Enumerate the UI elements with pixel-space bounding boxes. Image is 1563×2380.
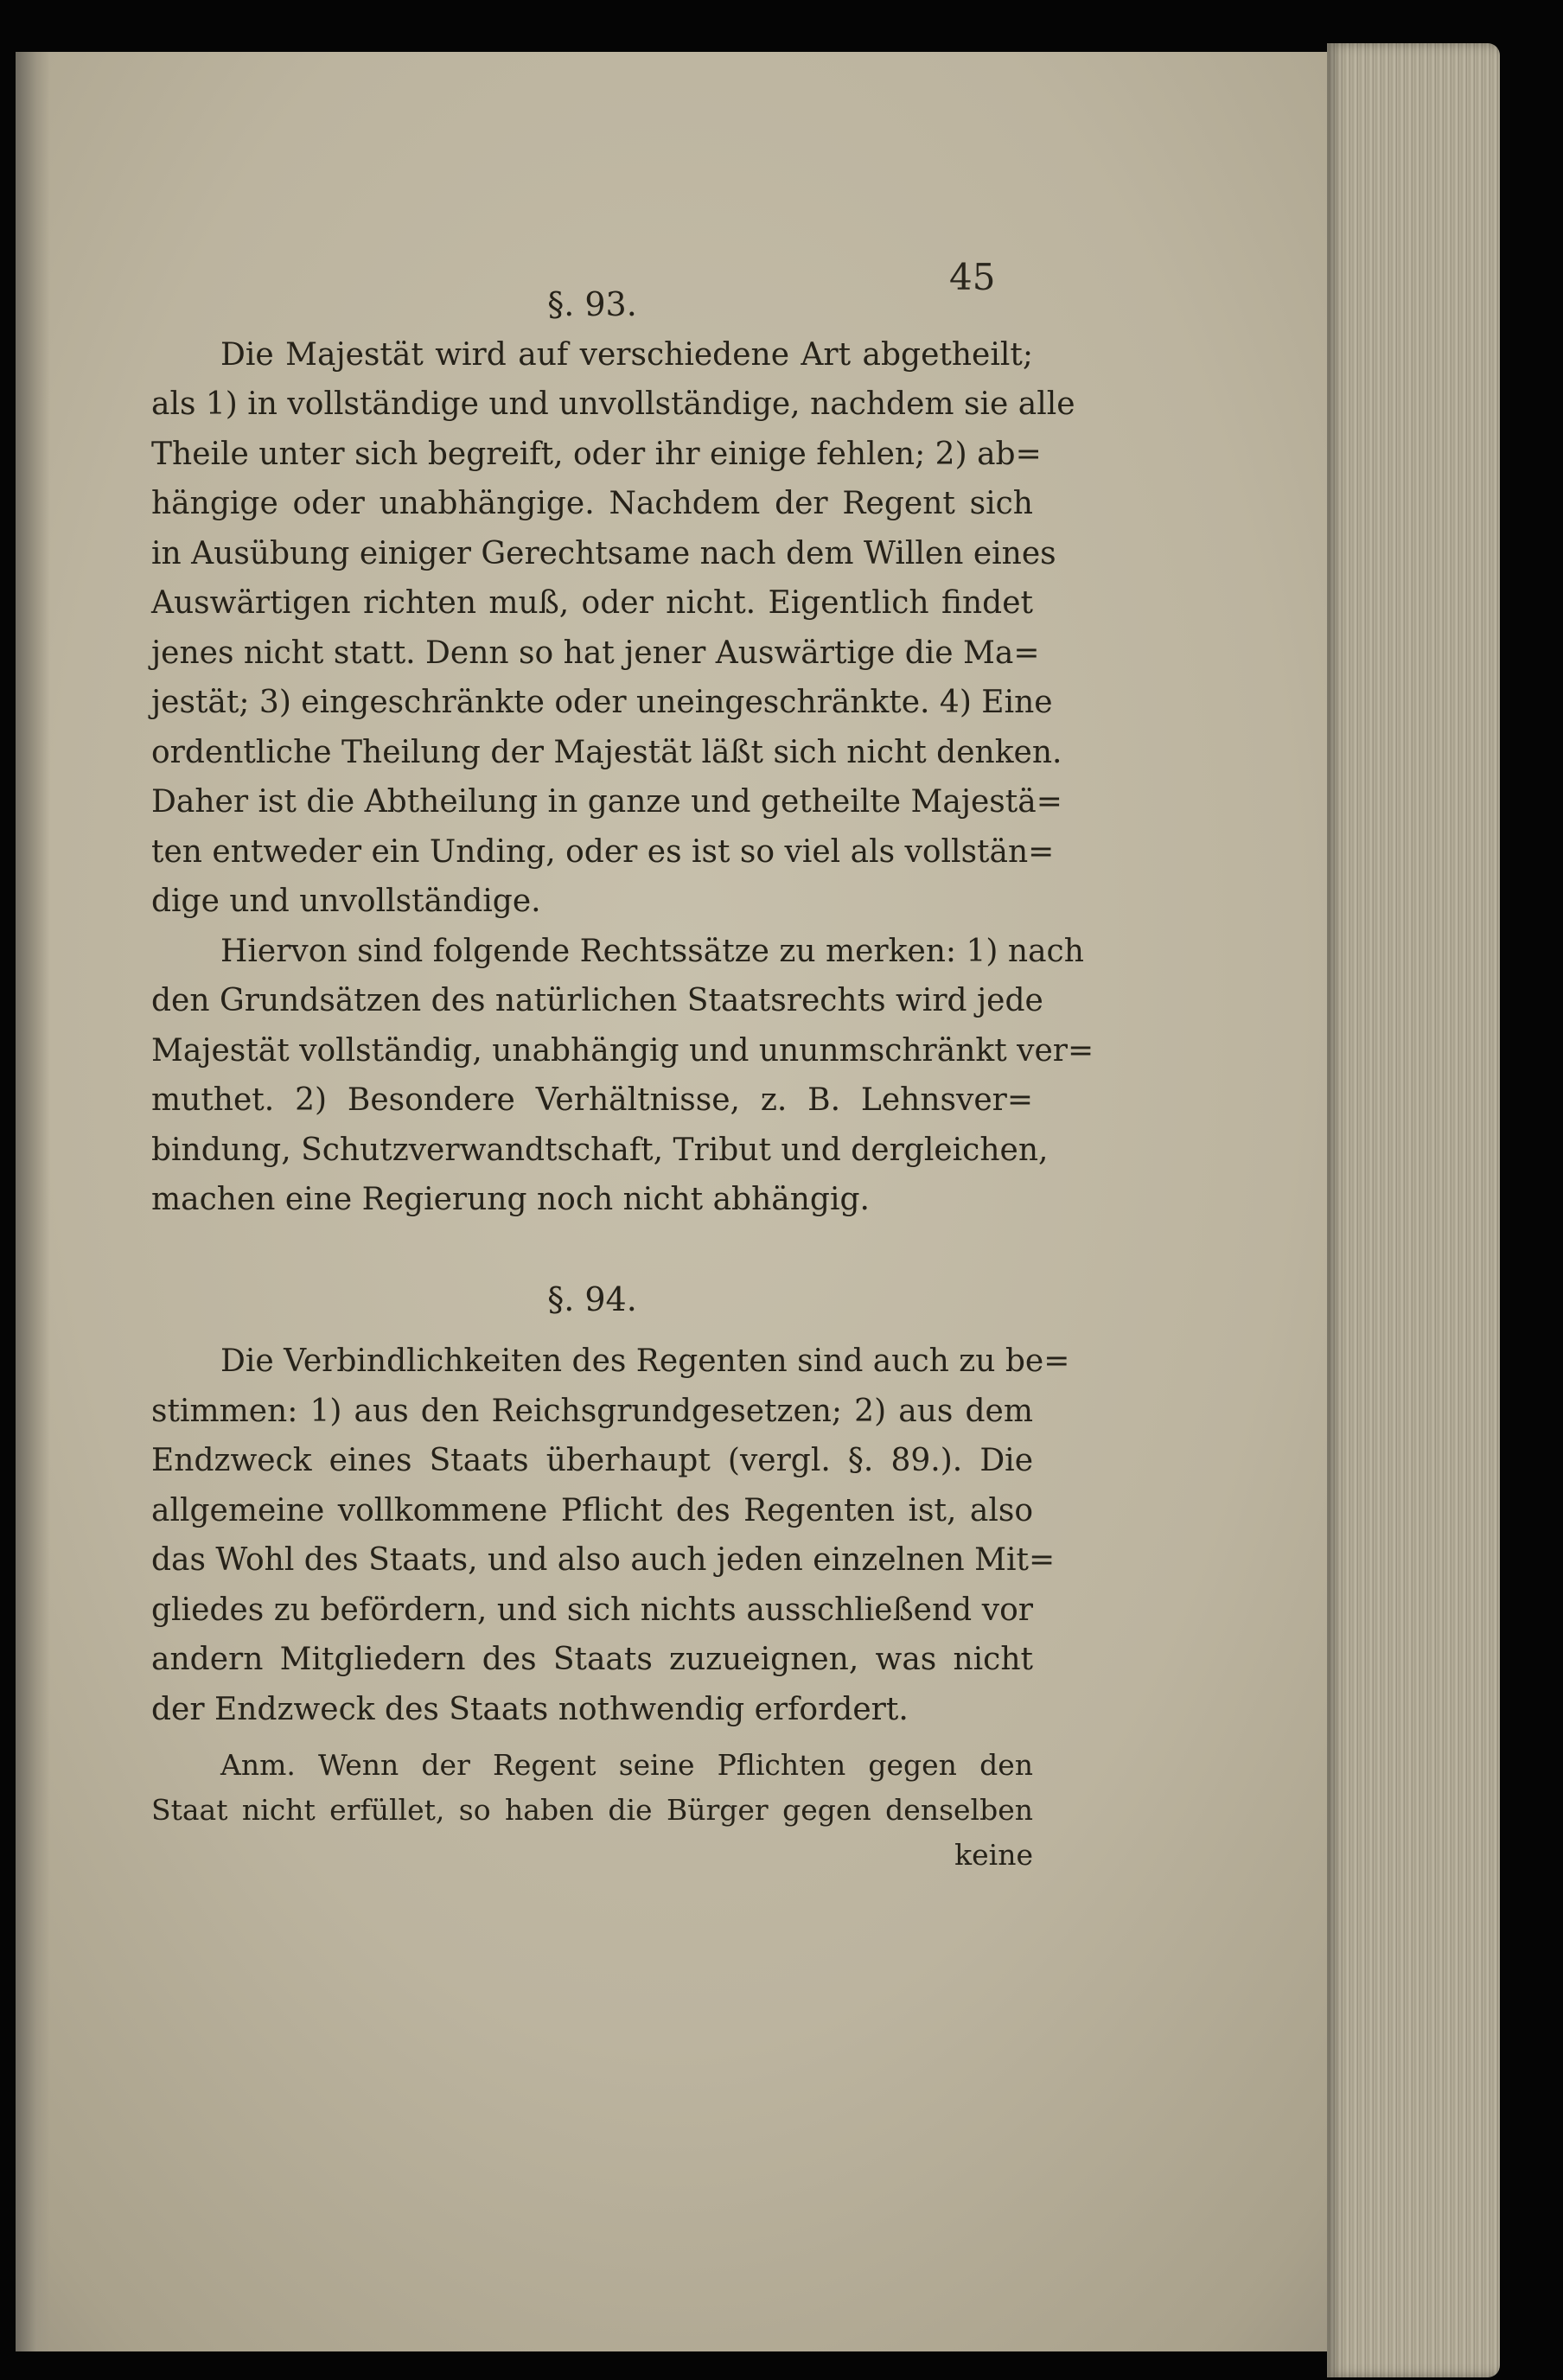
text-line: den Grundsätzen des natürlichen Staatsrechts wird jede bbox=[151, 983, 1043, 1018]
text-line: Hiervon sind folgende Rechtssätze zu merken: 1) nach bbox=[220, 933, 1084, 969]
text-line: ordentliche Theilung der Majestät läßt sich nicht denken. bbox=[151, 734, 1062, 770]
note-line: Anm. Wenn der Regent seine Pflichten gegen den bbox=[220, 1748, 1033, 1782]
text-line: Majestät vollständig, unabhängig und ununmschränkt ver= bbox=[151, 1032, 1094, 1069]
text-line: jestät; 3) eingeschränkte oder uneingeschränkte. 4) Eine bbox=[151, 685, 1053, 720]
annotation-note bbox=[151, 1743, 1033, 1878]
section-93-paragraph-1 bbox=[151, 330, 1075, 927]
section-93-paragraph-2 bbox=[151, 927, 1094, 1225]
text-line: machen eine Regierung noch nicht abhängig. bbox=[151, 1182, 870, 1217]
note-line: Staat nicht erfüllet, so haben die Bürger gegen denselben bbox=[151, 1793, 1033, 1827]
text-line: Theile unter sich begreift, oder ihr einige fehlen; 2) ab= bbox=[151, 436, 1042, 472]
text-line: andern Mitgliedern des Staats zuzueignen, was nicht bbox=[151, 1642, 1033, 1677]
text-line: als 1) in vollständige und unvollständige, nachdem sie alle bbox=[151, 386, 1075, 422]
text-line: Endzweck eines Staats überhaupt (vergl. §. 89.). Die bbox=[151, 1443, 1033, 1478]
text-line: stimmen: 1) aus den Reichsgrundgesetzen; 2) aus dem bbox=[151, 1393, 1033, 1429]
page-gutter-shadow bbox=[16, 52, 50, 2351]
text-line: der Endzweck des Staats nothwendig erfordert. bbox=[151, 1691, 909, 1727]
text-block bbox=[151, 251, 1094, 1878]
catchword: keine bbox=[954, 1838, 1033, 1872]
book-fore-edge bbox=[1327, 43, 1500, 2377]
section-94-heading: §. 94. bbox=[547, 1279, 637, 1318]
section-93-heading: §. 93. bbox=[547, 285, 637, 323]
section-94-paragraph-1 bbox=[151, 1337, 1070, 1734]
text-line: ten entweder ein Unding, oder es ist so viel als vollstän= bbox=[151, 833, 1055, 870]
text-line: allgemeine vollkommene Pflicht des Regenten ist, also bbox=[151, 1492, 1033, 1528]
text-line: hängige oder unabhängige. Nachdem der Regent sich bbox=[151, 486, 1033, 521]
text-line: Die Majestät wird auf verschiedene Art abgetheilt; bbox=[220, 336, 1033, 373]
text-line: muthet. 2) Besondere Verhältnisse, z. B. Lehnsver= bbox=[151, 1082, 1033, 1118]
text-line: in Ausübung einiger Gerechtsame nach dem Willen eines bbox=[151, 535, 1056, 571]
text-line: Daher ist die Abtheilung in ganze und getheilte Majestä= bbox=[151, 784, 1062, 820]
text-line: dige und unvollständige. bbox=[151, 884, 541, 919]
text-line: jenes nicht statt. Denn so hat jener Auswärtige die Ma= bbox=[151, 635, 1040, 671]
text-line: gliedes zu befördern, und sich nichts ausschließend vor bbox=[151, 1592, 1033, 1628]
page-number: 45 bbox=[949, 256, 996, 298]
text-line: bindung, Schutzverwandtschaft, Tribut und dergleichen, bbox=[151, 1132, 1049, 1168]
text-line: Auswärtigen richten muß, oder nicht. Eigentlich findet bbox=[151, 585, 1033, 621]
text-line: Die Verbindlichkeiten des Regenten sind auch zu be= bbox=[220, 1343, 1070, 1379]
text-line: das Wohl des Staats, und also auch jeden einzelnen Mit= bbox=[151, 1542, 1056, 1578]
